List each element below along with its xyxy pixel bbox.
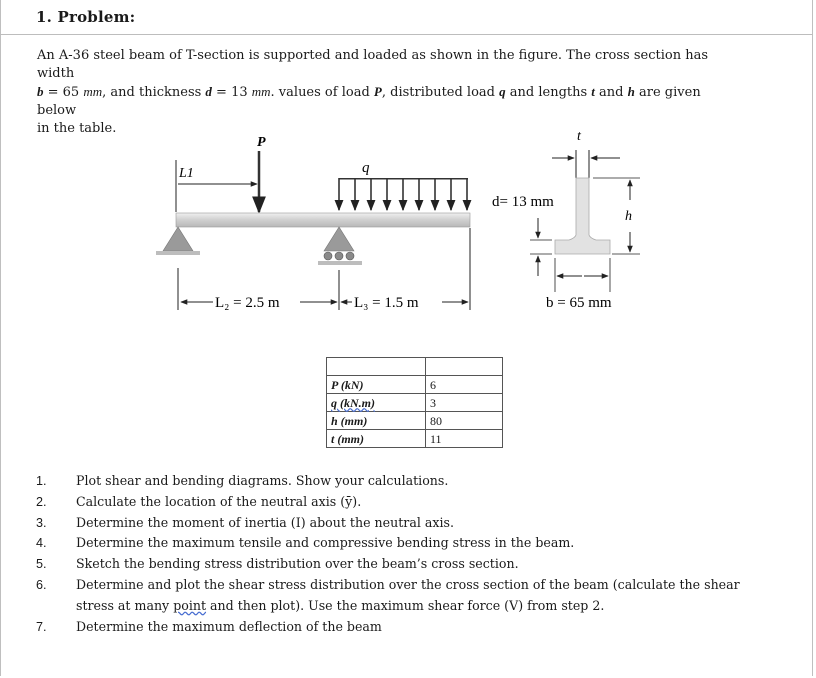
d-label: d= 13 mm — [492, 194, 554, 210]
table-row: P (kN) 6 — [327, 376, 503, 394]
l2-label: L₂ = 2.5 m — [215, 295, 280, 311]
table-row: t (mm) 11 — [327, 430, 503, 448]
list-item: 6. Determine and plot the shear stress distribution over the cross section of the beam (calculate the shear stress at many point and then plot). Use the maximum shear force (V) from step 2. — [36, 576, 740, 613]
symbol-q: q — [499, 84, 506, 99]
list-item: 4. Determine the maximum tensile and compressive bending stress in the beam. — [36, 535, 575, 551]
symbol-b: b — [37, 84, 44, 99]
problem-statement: An A-36 steel beam of T-section is supported and loaded as shown in the figure. The cross section has width b = 65 mm, and thickness d = 13 mm. values of load P, distributed load q and lengths t and h are given below in the table. — [37, 48, 709, 136]
roller-support — [324, 227, 354, 251]
roller-support-ground — [318, 261, 362, 265]
distributed-load-arrows — [339, 178, 467, 210]
parameter-table — [326, 357, 503, 448]
load-p-label: P — [257, 135, 266, 150]
list-item: 2. Calculate the location of the neutral axis (ȳ). — [36, 493, 362, 509]
list-item: 3. Determine the moment of inertia (I) about the neutral axis. — [36, 514, 454, 530]
load-q-label: q — [362, 160, 370, 176]
l3-label: L₃ = 1.5 m — [354, 295, 419, 311]
list-item: 1. Plot shear and bending diagrams. Show your calculations. — [36, 473, 449, 488]
problem-heading: 1. Problem: — [36, 8, 136, 26]
beam — [176, 213, 470, 227]
list-item: 7. Determine the maximum deflection of the beam — [36, 618, 382, 634]
t-label: t — [577, 129, 581, 144]
pin-support-ground — [156, 251, 200, 255]
symbol-P: P — [373, 84, 382, 99]
t-cross-section — [555, 178, 610, 254]
symbol-t: t — [591, 84, 595, 99]
pin-support — [163, 227, 193, 251]
table-row: h (mm) 80 — [327, 412, 503, 430]
symbol-h: h — [627, 84, 635, 99]
symbol-d: d — [205, 84, 212, 99]
table-row: q (kN.m) 3 — [327, 394, 503, 412]
b-label: b = 65 mm — [546, 295, 612, 311]
task-list — [36, 471, 776, 637]
list-item: 5. Sketch the bending stress distribution over the beam’s cross section. — [36, 556, 519, 572]
l1-label: L1 — [179, 166, 194, 181]
roller-wheels — [324, 252, 354, 260]
h-label: h — [625, 209, 632, 224]
